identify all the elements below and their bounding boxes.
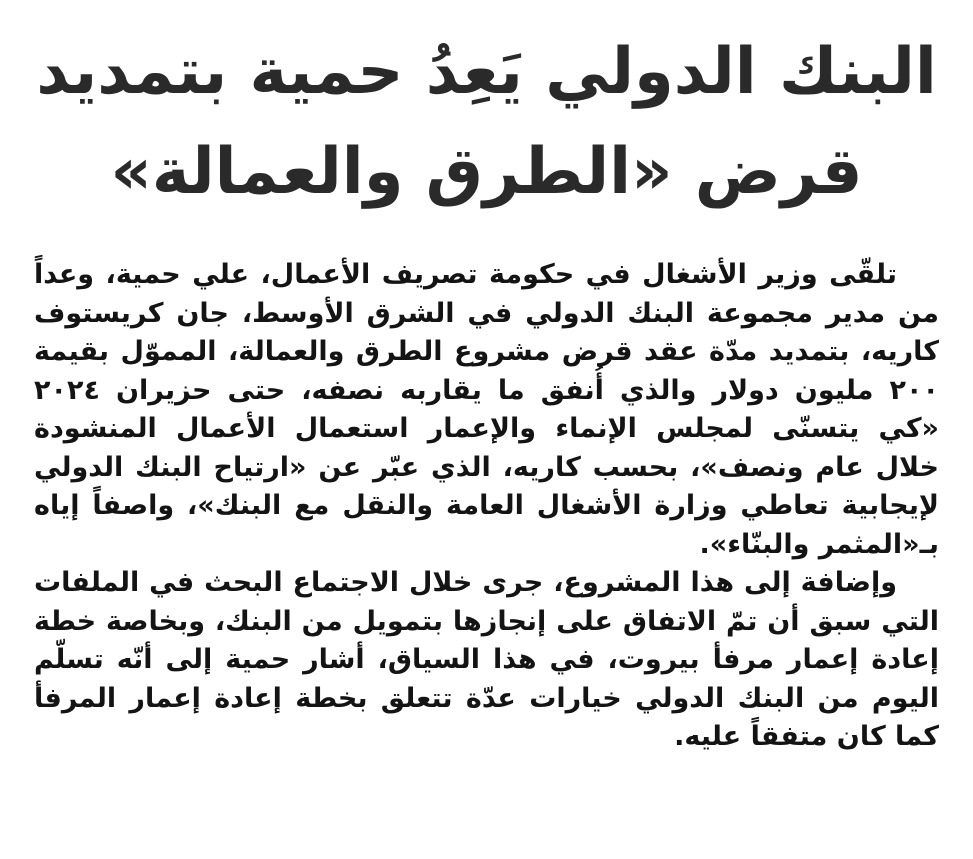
headline-line-1: البنك الدولي يَعِدُ حمية بتمديد [36, 35, 937, 109]
article-paragraph-2: وإضافة إلى هذا المشروع، جرى خلال الاجتماع البحث في الملفات التي سبق أن تمّ الاتفاق على إنجازها بتمويل من البنك، وبخاصة خطة إعادة إعمار مرفأ بيروت، في هذا السياق، أشار حمية إلى أنّه تسلّم اليوم من البنك الدولي خيارات عدّة تتعلق بخطة إعادة إعمار المرفأ كما كان متفقاً عليه. [34, 567, 939, 752]
headline-line-2: قرض «الطرق والعمالة» [110, 135, 863, 209]
article-paragraph-1: تلقّى وزير الأشغال في حكومة تصريف الأعمال، علي حمية، وعداً من مدير مجموعة البنك الدولي في الشرق الأوسط، جان كريستوف كاريه، بتمديد مدّة عقد قرض مشروع الطرق والعمالة، المموّل بقيمة ٢٠٠ مليون دولار والذي أُنفق ما يقاربه نصفه، حتى حزيران ٢٠٢٤ «كي يتسنّى لمجلس الإنماء والإعمار استعمال الأعمال المنشودة خلال عام ونصف»، بحسب كاريه، الذي عبّر عن «ارتياح البنك الدولي لإيجابية تعاطي وزارة الأشغال العامة والنقل مع البنك»، واصفاً إياه بـ«المثمر والبنّاء». [34, 259, 939, 560]
article-headline [34, 22, 939, 222]
article-body [34, 256, 939, 757]
